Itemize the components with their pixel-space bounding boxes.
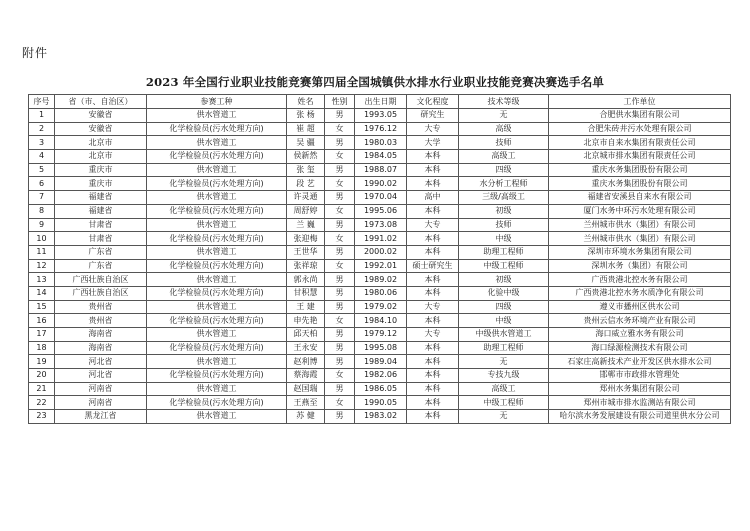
table-row (29, 286, 731, 300)
cell-name: 赵国瑞 (287, 382, 325, 396)
cell-trade: 供水管道工 (147, 218, 287, 232)
cell-index: 21 (29, 382, 55, 396)
cell-trade: 供水管道工 (147, 163, 287, 177)
cell-education: 本科 (407, 410, 459, 424)
table-row (29, 245, 731, 259)
cell-name: 张 杨 (287, 109, 325, 123)
cell-gender: 男 (325, 136, 355, 150)
cell-name: 申先艳 (287, 314, 325, 328)
cell-name: 张祥琼 (287, 259, 325, 273)
cell-skill-level: 助理工程师 (459, 341, 549, 355)
table-row (29, 109, 731, 123)
cell-trade: 化学检验员(污水处理方向) (147, 341, 287, 355)
cell-name: 段 艺 (287, 177, 325, 191)
cell-employer: 重庆水务集团股份有限公司 (549, 177, 731, 191)
table-body (29, 109, 731, 424)
cell-name: 周舒婷 (287, 204, 325, 218)
cell-province: 广西壮族自治区 (55, 273, 147, 287)
table-row (29, 259, 731, 273)
cell-education: 大学 (407, 136, 459, 150)
cell-index: 7 (29, 191, 55, 205)
cell-trade: 供水管道工 (147, 355, 287, 369)
cell-skill-level: 中级 (459, 314, 549, 328)
cell-gender: 男 (325, 245, 355, 259)
table-row (29, 369, 731, 383)
cell-index: 23 (29, 410, 55, 424)
cell-employer: 北京市自来水集团有限责任公司 (549, 136, 731, 150)
cell-trade: 化学检验员(污水处理方向) (147, 232, 287, 246)
cell-name: 兰 巍 (287, 218, 325, 232)
cell-employer: 郑州水务集团有限公司 (549, 382, 731, 396)
cell-index: 1 (29, 109, 55, 123)
cell-employer: 合肥供水集团有限公司 (549, 109, 731, 123)
table-row (29, 314, 731, 328)
cell-skill-level: 化验中级 (459, 286, 549, 300)
cell-province: 黑龙江省 (55, 410, 147, 424)
cell-skill-level: 技师 (459, 218, 549, 232)
cell-skill-level: 水分析工程师 (459, 177, 549, 191)
cell-birth-date: 1990.02 (355, 177, 407, 191)
cell-employer: 兰州城市供水（集团）有限公司 (549, 218, 731, 232)
cell-name: 王永安 (287, 341, 325, 355)
cell-education: 本科 (407, 341, 459, 355)
cell-trade: 化学检验员(污水处理方向) (147, 259, 287, 273)
cell-index: 15 (29, 300, 55, 314)
cell-trade: 供水管道工 (147, 410, 287, 424)
cell-trade: 供水管道工 (147, 245, 287, 259)
cell-birth-date: 1979.02 (355, 300, 407, 314)
cell-education: 本科 (407, 163, 459, 177)
cell-skill-level: 四级 (459, 163, 549, 177)
cell-education: 本科 (407, 177, 459, 191)
document-title: 2023 年全国行业职业技能竞赛第四届全国城镇供水排水行业职业技能竞赛决赛选手名单 (145, 75, 605, 89)
cell-trade: 化学检验员(污水处理方向) (147, 314, 287, 328)
header-name: 姓名 (287, 95, 325, 109)
cell-skill-level: 高级工 (459, 382, 549, 396)
cell-birth-date: 1992.01 (355, 259, 407, 273)
cell-province: 河南省 (55, 382, 147, 396)
cell-gender: 男 (325, 341, 355, 355)
cell-education: 高中 (407, 191, 459, 205)
cell-province: 甘肃省 (55, 218, 147, 232)
table-row (29, 328, 731, 342)
cell-trade: 供水管道工 (147, 191, 287, 205)
cell-education: 大专 (407, 300, 459, 314)
cell-province: 河北省 (55, 355, 147, 369)
cell-province: 甘肃省 (55, 232, 147, 246)
cell-name: 崔 超 (287, 122, 325, 136)
cell-index: 16 (29, 314, 55, 328)
cell-gender: 女 (325, 122, 355, 136)
cell-employer: 哈尔滨水务发展建设有限公司道里供水分公司 (549, 410, 731, 424)
cell-birth-date: 1993.05 (355, 109, 407, 123)
cell-birth-date: 1988.07 (355, 163, 407, 177)
cell-education: 本科 (407, 286, 459, 300)
cell-index: 8 (29, 204, 55, 218)
cell-name: 张迎梅 (287, 232, 325, 246)
cell-gender: 男 (325, 273, 355, 287)
cell-name: 蔡海霞 (287, 369, 325, 383)
cell-birth-date: 1995.06 (355, 204, 407, 218)
cell-birth-date: 1982.06 (355, 369, 407, 383)
cell-skill-level: 中级 (459, 232, 549, 246)
cell-province: 福建省 (55, 204, 147, 218)
cell-skill-level: 无 (459, 410, 549, 424)
cell-index: 12 (29, 259, 55, 273)
cell-education: 本科 (407, 382, 459, 396)
cell-birth-date: 1980.03 (355, 136, 407, 150)
cell-trade: 化学检验员(污水处理方向) (147, 122, 287, 136)
table-row (29, 150, 731, 164)
cell-province: 广东省 (55, 245, 147, 259)
cell-index: 10 (29, 232, 55, 246)
cell-skill-level: 四级 (459, 300, 549, 314)
cell-index: 20 (29, 369, 55, 383)
cell-gender: 女 (325, 204, 355, 218)
cell-trade: 供水管道工 (147, 328, 287, 342)
cell-index: 2 (29, 122, 55, 136)
cell-skill-level: 高级 (459, 122, 549, 136)
table-row (29, 122, 731, 136)
cell-employer: 海口威立雅水务有限公司 (549, 328, 731, 342)
cell-name: 甘积慧 (287, 286, 325, 300)
table-row (29, 177, 731, 191)
attachment-label: 附件 (22, 46, 49, 60)
cell-province: 河南省 (55, 396, 147, 410)
cell-trade: 供水管道工 (147, 273, 287, 287)
cell-birth-date: 1980.06 (355, 286, 407, 300)
cell-employer: 北京城市排水集团有限责任公司 (549, 150, 731, 164)
cell-name: 张 玺 (287, 163, 325, 177)
cell-skill-level: 初级 (459, 273, 549, 287)
table-row (29, 163, 731, 177)
cell-province: 安徽省 (55, 122, 147, 136)
cell-name: 吴 疆 (287, 136, 325, 150)
cell-employer: 合肥朱砖井污水处理有限公司 (549, 122, 731, 136)
table-row (29, 136, 731, 150)
cell-gender: 女 (325, 177, 355, 191)
cell-index: 18 (29, 341, 55, 355)
cell-employer: 深圳水务（集团）有限公司 (549, 259, 731, 273)
table-row (29, 232, 731, 246)
cell-education: 研究生 (407, 109, 459, 123)
cell-gender: 男 (325, 328, 355, 342)
table-row (29, 355, 731, 369)
header-birth-date: 出生日期 (355, 95, 407, 109)
cell-birth-date: 1986.05 (355, 382, 407, 396)
cell-education: 本科 (407, 204, 459, 218)
cell-name: 侯新然 (287, 150, 325, 164)
cell-province: 贵州省 (55, 300, 147, 314)
cell-gender: 女 (325, 259, 355, 273)
header-education: 文化程度 (407, 95, 459, 109)
cell-province: 海南省 (55, 341, 147, 355)
header-index: 序号 (29, 95, 55, 109)
cell-education: 大专 (407, 328, 459, 342)
cell-birth-date: 1979.12 (355, 328, 407, 342)
cell-name: 王世华 (287, 245, 325, 259)
cell-gender: 男 (325, 109, 355, 123)
cell-education: 大专 (407, 218, 459, 232)
header-province: 省（市、自治区） (55, 95, 147, 109)
cell-name: 赵利博 (287, 355, 325, 369)
cell-education: 本科 (407, 369, 459, 383)
cell-name: 郭永尚 (287, 273, 325, 287)
cell-birth-date: 2000.02 (355, 245, 407, 259)
header-gender: 性别 (325, 95, 355, 109)
cell-skill-level: 高级工 (459, 150, 549, 164)
cell-trade: 化学检验员(污水处理方向) (147, 177, 287, 191)
cell-education: 硕士研究生 (407, 259, 459, 273)
cell-trade: 供水管道工 (147, 136, 287, 150)
cell-employer: 厦门水务中环污水处理有限公司 (549, 204, 731, 218)
cell-skill-level: 三级/高级工 (459, 191, 549, 205)
cell-gender: 女 (325, 232, 355, 246)
cell-birth-date: 1990.05 (355, 396, 407, 410)
cell-employer: 贵州云信水务环境产业有限公司 (549, 314, 731, 328)
cell-education: 本科 (407, 150, 459, 164)
cell-gender: 男 (325, 410, 355, 424)
table-row (29, 218, 731, 232)
table-row (29, 273, 731, 287)
cell-employer: 福建省安溪县自来水有限公司 (549, 191, 731, 205)
table-row (29, 300, 731, 314)
cell-index: 13 (29, 273, 55, 287)
cell-birth-date: 1991.02 (355, 232, 407, 246)
cell-birth-date: 1984.10 (355, 314, 407, 328)
cell-gender: 男 (325, 218, 355, 232)
cell-trade: 供水管道工 (147, 382, 287, 396)
cell-skill-level: 中级工程师 (459, 396, 549, 410)
cell-education: 本科 (407, 273, 459, 287)
table-row (29, 382, 731, 396)
cell-birth-date: 1973.08 (355, 218, 407, 232)
cell-trade: 化学检验员(污水处理方向) (147, 286, 287, 300)
cell-gender: 女 (325, 396, 355, 410)
cell-province: 北京市 (55, 150, 147, 164)
cell-employer: 重庆水务集团股份有限公司 (549, 163, 731, 177)
cell-gender: 女 (325, 150, 355, 164)
cell-name: 苏 健 (287, 410, 325, 424)
cell-skill-level: 专技九级 (459, 369, 549, 383)
cell-employer: 邯郸市市政排水管理处 (549, 369, 731, 383)
cell-index: 9 (29, 218, 55, 232)
cell-province: 重庆市 (55, 177, 147, 191)
cell-trade: 供水管道工 (147, 109, 287, 123)
cell-employer: 兰州城市供水（集团）有限公司 (549, 232, 731, 246)
cell-province: 安徽省 (55, 109, 147, 123)
cell-education: 本科 (407, 355, 459, 369)
cell-index: 14 (29, 286, 55, 300)
cell-employer: 深圳市环境水务集团有限公司 (549, 245, 731, 259)
cell-province: 福建省 (55, 191, 147, 205)
cell-skill-level: 中级工程师 (459, 259, 549, 273)
cell-province: 贵州省 (55, 314, 147, 328)
cell-education: 本科 (407, 314, 459, 328)
cell-province: 广东省 (55, 259, 147, 273)
cell-skill-level: 中级供水管道工 (459, 328, 549, 342)
cell-gender: 女 (325, 314, 355, 328)
cell-gender: 男 (325, 355, 355, 369)
cell-birth-date: 1989.02 (355, 273, 407, 287)
cell-gender: 女 (325, 369, 355, 383)
cell-trade: 化学检验员(污水处理方向) (147, 369, 287, 383)
cell-birth-date: 1989.04 (355, 355, 407, 369)
cell-employer: 广西贵港北控水务有限公司 (549, 273, 731, 287)
cell-name: 王燕至 (287, 396, 325, 410)
header-employer: 工作单位 (549, 95, 731, 109)
header-skill-level: 技术等级 (459, 95, 549, 109)
cell-education: 本科 (407, 396, 459, 410)
cell-skill-level: 无 (459, 355, 549, 369)
cell-province: 广西壮族自治区 (55, 286, 147, 300)
cell-employer: 海口绿源检测技术有限公司 (549, 341, 731, 355)
cell-gender: 男 (325, 300, 355, 314)
finalist-table (28, 94, 731, 424)
cell-birth-date: 1976.12 (355, 122, 407, 136)
cell-birth-date: 1984.05 (355, 150, 407, 164)
table-row (29, 396, 731, 410)
cell-index: 19 (29, 355, 55, 369)
cell-index: 6 (29, 177, 55, 191)
cell-index: 17 (29, 328, 55, 342)
cell-province: 北京市 (55, 136, 147, 150)
cell-name: 邱天柏 (287, 328, 325, 342)
cell-employer: 广西贵港北控水务水质净化有限公司 (549, 286, 731, 300)
cell-gender: 男 (325, 382, 355, 396)
cell-index: 11 (29, 245, 55, 259)
cell-employer: 郑州市城市排水监测站有限公司 (549, 396, 731, 410)
cell-education: 大专 (407, 122, 459, 136)
cell-province: 重庆市 (55, 163, 147, 177)
cell-birth-date: 1995.08 (355, 341, 407, 355)
cell-employer: 遵义市播州区供水公司 (549, 300, 731, 314)
cell-gender: 男 (325, 191, 355, 205)
cell-gender: 男 (325, 163, 355, 177)
table-row (29, 191, 731, 205)
cell-index: 4 (29, 150, 55, 164)
cell-education: 本科 (407, 245, 459, 259)
cell-trade: 化学检验员(污水处理方向) (147, 204, 287, 218)
cell-birth-date: 1970.04 (355, 191, 407, 205)
cell-index: 5 (29, 163, 55, 177)
cell-index: 22 (29, 396, 55, 410)
cell-education: 本科 (407, 232, 459, 246)
cell-skill-level: 助理工程师 (459, 245, 549, 259)
cell-index: 3 (29, 136, 55, 150)
cell-birth-date: 1983.02 (355, 410, 407, 424)
table-row (29, 410, 731, 424)
header-trade: 参赛工种 (147, 95, 287, 109)
cell-skill-level: 无 (459, 109, 549, 123)
cell-gender: 男 (325, 286, 355, 300)
table-header-row (29, 95, 731, 109)
cell-province: 海南省 (55, 328, 147, 342)
table-row (29, 204, 731, 218)
cell-trade: 化学检验员(污水处理方向) (147, 396, 287, 410)
table-row (29, 341, 731, 355)
cell-trade: 供水管道工 (147, 300, 287, 314)
cell-skill-level: 初级 (459, 204, 549, 218)
cell-employer: 石家庄高新技术产业开发区供水排水公司 (549, 355, 731, 369)
cell-skill-level: 技师 (459, 136, 549, 150)
cell-name: 王 建 (287, 300, 325, 314)
cell-name: 许灵通 (287, 191, 325, 205)
cell-province: 河北省 (55, 369, 147, 383)
cell-trade: 化学检验员(污水处理方向) (147, 150, 287, 164)
